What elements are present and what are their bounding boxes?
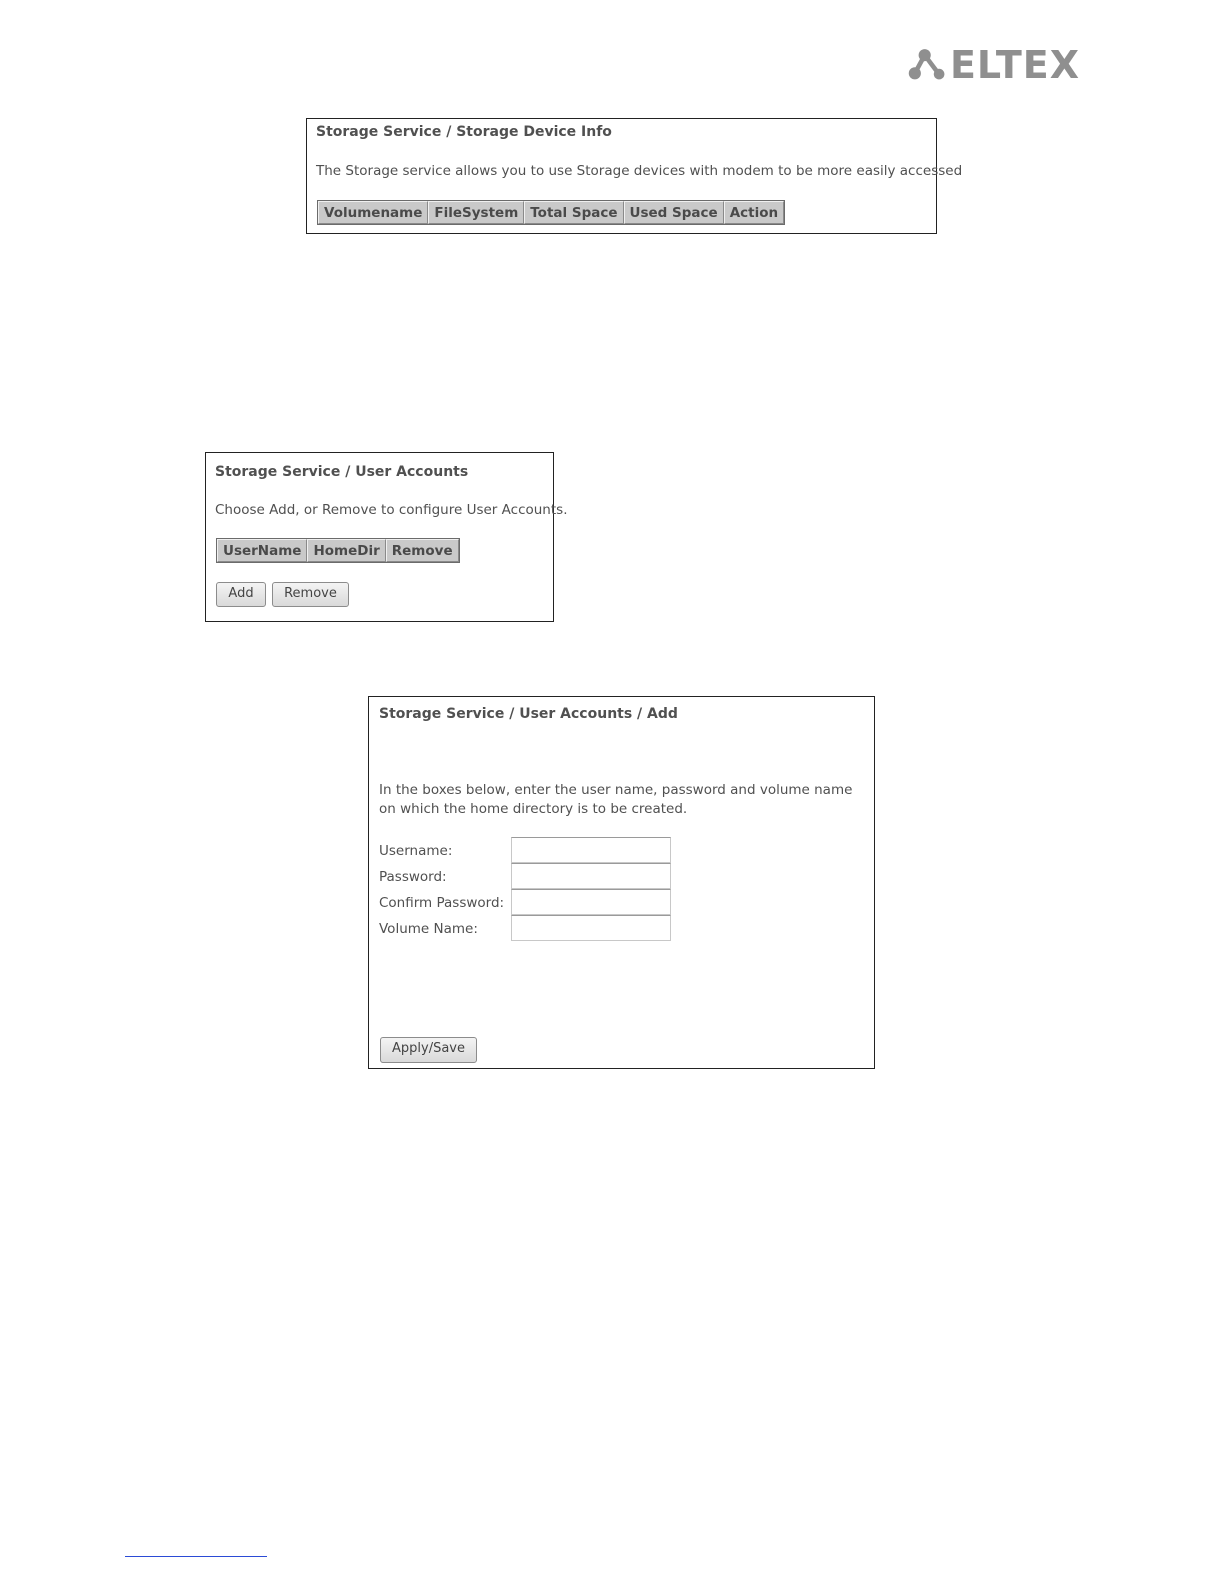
panel-description: In the boxes below, enter the user name, password and volume name on which the home directory is to be created. bbox=[379, 782, 853, 817]
column-header-homedir: HomeDir bbox=[307, 539, 385, 562]
eltex-nodes-icon bbox=[908, 43, 946, 87]
column-header-remove: Remove bbox=[386, 539, 459, 562]
page-title: Storage Service / Storage Device Info bbox=[316, 124, 612, 140]
remove-button[interactable]: Remove bbox=[272, 582, 349, 607]
column-header-volumename: Volumename bbox=[318, 201, 428, 224]
confirm-password-input[interactable] bbox=[511, 889, 671, 915]
footer-link[interactable] bbox=[125, 1556, 267, 1557]
storage-device-info-panel bbox=[306, 118, 963, 234]
page-title: Storage Service / User Accounts bbox=[215, 464, 469, 480]
add-button[interactable]: Add bbox=[216, 582, 266, 607]
user-accounts-table bbox=[216, 538, 460, 563]
volume-name-input[interactable] bbox=[511, 915, 671, 941]
column-header-used-space: Used Space bbox=[624, 201, 724, 224]
username-label: Username: bbox=[379, 843, 453, 859]
logo-text: ELTEX bbox=[949, 43, 1080, 87]
column-header-filesystem: FileSystem bbox=[428, 201, 524, 224]
storage-device-table bbox=[317, 200, 785, 225]
user-accounts-panel bbox=[205, 452, 568, 622]
page-title: Storage Service / User Accounts / Add bbox=[379, 706, 678, 722]
apply-save-button[interactable]: Apply/Save bbox=[380, 1037, 477, 1063]
password-input[interactable] bbox=[511, 863, 671, 889]
table-header-row bbox=[318, 201, 784, 224]
volume-name-label: Volume Name: bbox=[379, 921, 478, 937]
panel-description: Choose Add, or Remove to configure User Accounts. bbox=[215, 502, 568, 518]
add-user-account-panel bbox=[368, 696, 875, 1069]
column-header-username: UserName bbox=[217, 539, 307, 562]
panel-description: The Storage service allows you to use Storage devices with modem to be more easily accessed bbox=[316, 163, 963, 179]
table-header-row bbox=[217, 539, 459, 562]
column-header-total-space: Total Space bbox=[524, 201, 623, 224]
username-input[interactable] bbox=[511, 837, 671, 863]
eltex-logo bbox=[908, 42, 1080, 88]
column-header-action: Action bbox=[724, 201, 784, 224]
password-label: Password: bbox=[379, 869, 447, 885]
confirm-password-label: Confirm Password: bbox=[379, 895, 505, 911]
